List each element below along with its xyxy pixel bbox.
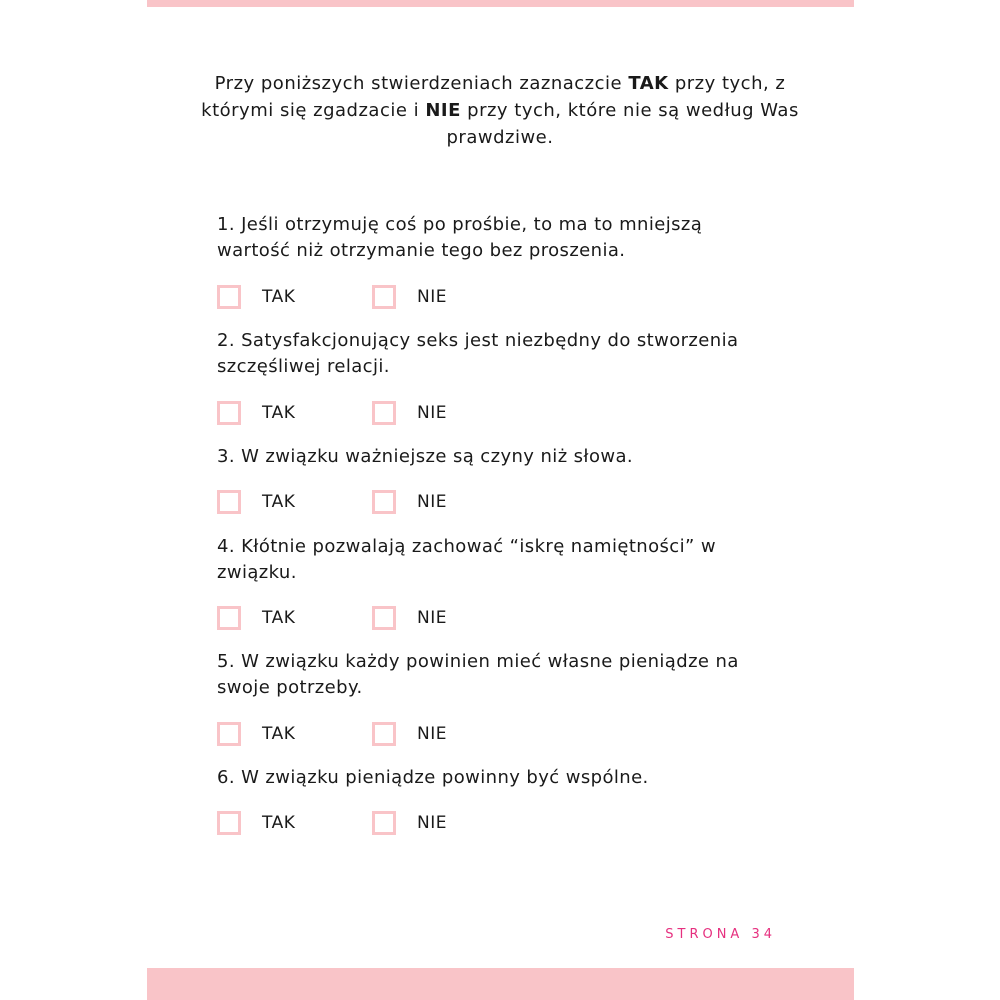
- question-6: 6. W związku pieniądze powinny być wspólne.: [217, 767, 649, 788]
- tak-label: TAK: [262, 608, 296, 628]
- nie-checkbox[interactable]: [372, 490, 396, 514]
- question-3: 3. W związku ważniejsze są czyny niż słowa.: [217, 446, 634, 467]
- instructions: [200, 70, 800, 151]
- instructions-text: Przy poniższych stwierdzeniach zaznaczcie: [214, 73, 629, 94]
- nie-option[interactable]: [372, 808, 447, 838]
- nie-option[interactable]: [372, 487, 447, 517]
- question-5: 5. W związku każdy powinien mieć własne pieniądze na swoje potrzeby.: [217, 651, 739, 698]
- tak-option[interactable]: [217, 719, 295, 749]
- tak-checkbox[interactable]: [217, 606, 241, 630]
- tak-label: TAK: [262, 813, 296, 833]
- nie-option[interactable]: [372, 282, 447, 312]
- instructions-text: przy tych, które nie są według Was prawdziwe.: [446, 100, 799, 148]
- instructions-nie: NIE: [425, 100, 461, 121]
- nie-checkbox[interactable]: [372, 606, 396, 630]
- tak-option[interactable]: [217, 398, 295, 428]
- nie-label: NIE: [417, 492, 447, 512]
- nie-label: NIE: [417, 287, 447, 307]
- top-decorative-bar: [147, 0, 854, 7]
- nie-label: NIE: [417, 608, 447, 628]
- nie-label: NIE: [417, 813, 447, 833]
- question-2: 2. Satysfakcjonujący seks jest niezbędny do stworzenia szczęśliwej relacji.: [217, 330, 739, 377]
- tak-checkbox[interactable]: [217, 490, 241, 514]
- tak-label: TAK: [262, 287, 296, 307]
- nie-checkbox[interactable]: [372, 811, 396, 835]
- nie-checkbox[interactable]: [372, 401, 396, 425]
- tak-label: TAK: [262, 724, 296, 744]
- nie-option[interactable]: [372, 398, 447, 428]
- question-4: 4. Kłótnie pozwalają zachować “iskrę namiętności” w związku.: [217, 536, 716, 583]
- tak-option[interactable]: [217, 282, 295, 312]
- tak-label: TAK: [262, 403, 296, 423]
- nie-option[interactable]: [372, 719, 447, 749]
- bottom-decorative-bar: [147, 968, 854, 1000]
- tak-option[interactable]: [217, 487, 295, 517]
- nie-checkbox[interactable]: [372, 722, 396, 746]
- nie-label: NIE: [417, 403, 447, 423]
- nie-checkbox[interactable]: [372, 285, 396, 309]
- tak-checkbox[interactable]: [217, 285, 241, 309]
- instructions-tak: TAK: [628, 73, 669, 94]
- nie-label: NIE: [417, 724, 447, 744]
- tak-checkbox[interactable]: [217, 401, 241, 425]
- question-1: 1. Jeśli otrzymuję coś po prośbie, to ma to mniejszą wartość niż otrzymanie tego bez proszenia.: [217, 214, 703, 261]
- page-number: STRONA 34: [665, 927, 776, 942]
- instructions-text: przy tych, z którymi się zgadzacie i: [201, 73, 786, 121]
- tak-checkbox[interactable]: [217, 811, 241, 835]
- tak-label: TAK: [262, 492, 296, 512]
- tak-checkbox[interactable]: [217, 722, 241, 746]
- tak-option[interactable]: [217, 808, 295, 838]
- nie-option[interactable]: [372, 603, 447, 633]
- tak-option[interactable]: [217, 603, 295, 633]
